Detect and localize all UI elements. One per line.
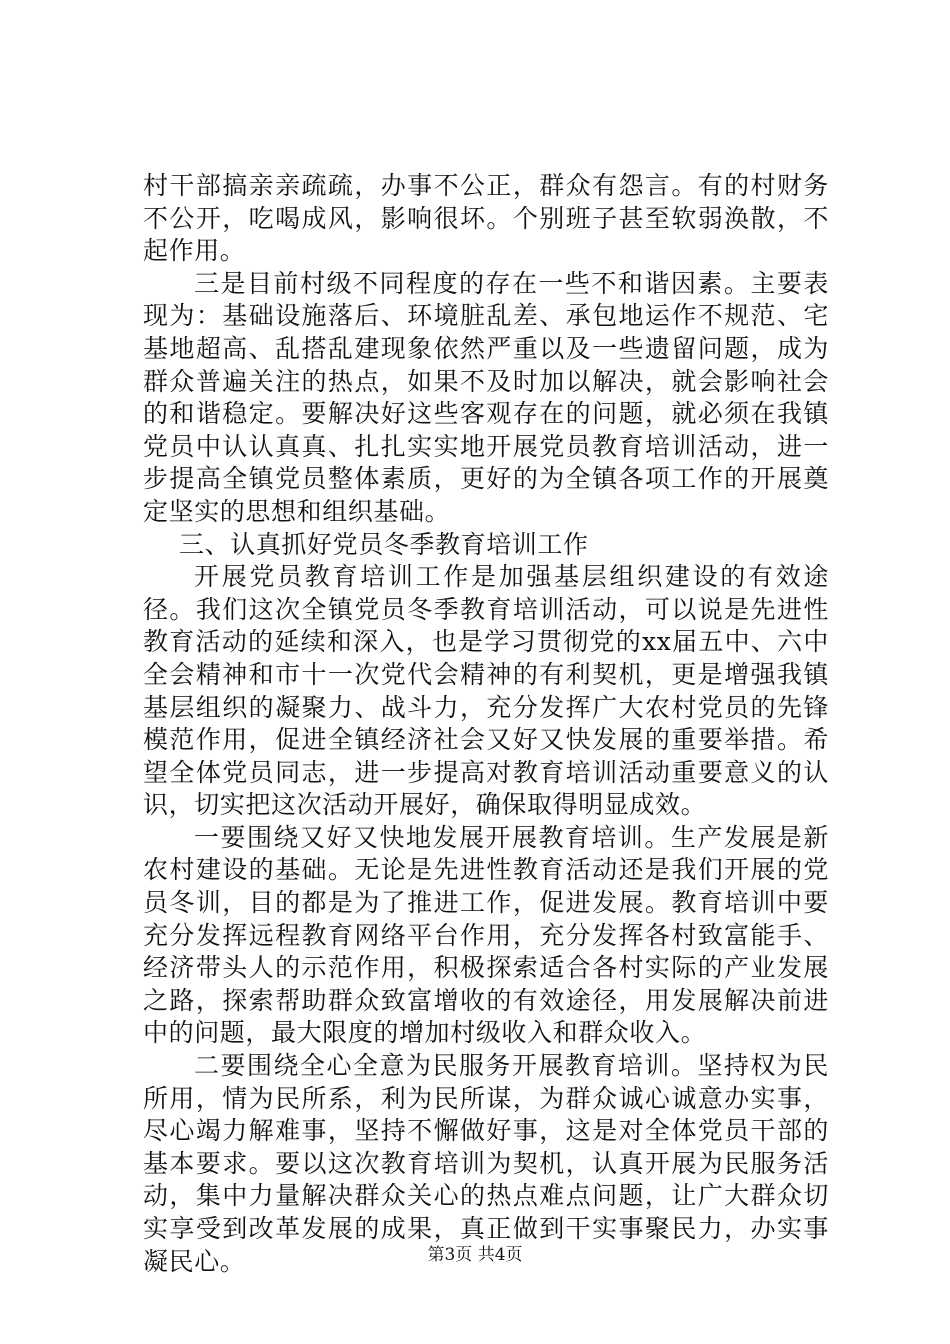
document-body: [143, 170, 829, 1278]
page-number-label: 第3页 共4页: [427, 1245, 523, 1265]
paragraph-2: 三是目前村级不同程度的存在一些不和谐因素。主要表现为：基础设施落后、环境脏乱差、承包地运作不规范、宅基地超高、乱搭乱建现象依然严重以及一些遗留问题，成为群众普遍关注的热点，如果不及时加以解决，就会影响社会的和谐稳定。要解决好这些客观存在的问题，就必须在我镇党员中认认真真、扎扎实实地开展党员教育培训活动，进一步提高全镇党员整体素质，更好的为全镇各项工作的开展奠定坚实的思想和组织基础。: [143, 268, 829, 526]
section-heading-3: 三、认真抓好党员冬季教育培训工作: [179, 529, 589, 559]
paragraph-6: 二要围绕全心全意为民服务开展教育培训。坚持权为民所用，情为民所系，利为民所谋，为群众诚心诚意办实事，尽心竭力解难事，坚持不懈做好事，这是对全体党员干部的基本要求。要以这次教育培训为契机，认真开展为民服务活动，集中力量解决群众关心的热点难点问题，让广大群众切实享受到改革发展的成果，真正做到干实事聚民力，办实事凝民心。: [143, 1051, 829, 1276]
paragraph-1: 村干部搞亲亲疏疏，办事不公正，群众有怨言。有的村财务不公开，吃喝成风，影响很坏。个别班子甚至软弱涣散，不起作用。: [143, 171, 829, 266]
paragraph-5: 一要围绕又好又快地发展开展教育培训。生产发展是新农村建设的基础。无论是先进性教育活动还是我们开展的党员冬训，目的都是为了推进工作，促进发展。教育培训中要充分发挥远程教育网络平台作用，充分发挥各村致富能手、经济带头人的示范作用，积极探索适合各村实际的产业发展之路，探索帮助群众致富增收的有效途径，用发展解决前进中的问题，最大限度的增加村级收入和群众收入。: [143, 822, 829, 1048]
page-footer: [0, 1244, 950, 1266]
paragraph-4: 开展党员教育培训工作是加强基层组织建设的有效途径。我们这次全镇党员冬季教育培训活动，可以说是先进性教育活动的延续和深入，也是学习贯彻党的xx届五中、六中全会精神和市十一次党代会精神的有利契机，更是增强我镇基层组织的凝聚力、战斗力，充分发挥广大农村党员的先锋模范作用，促进全镇经济社会又好又快发展的重要举措。希望全体党员同志，进一步提高对教育培训活动重要意义的认识，切实把这次活动开展好，确保取得明显成效。: [143, 562, 829, 820]
